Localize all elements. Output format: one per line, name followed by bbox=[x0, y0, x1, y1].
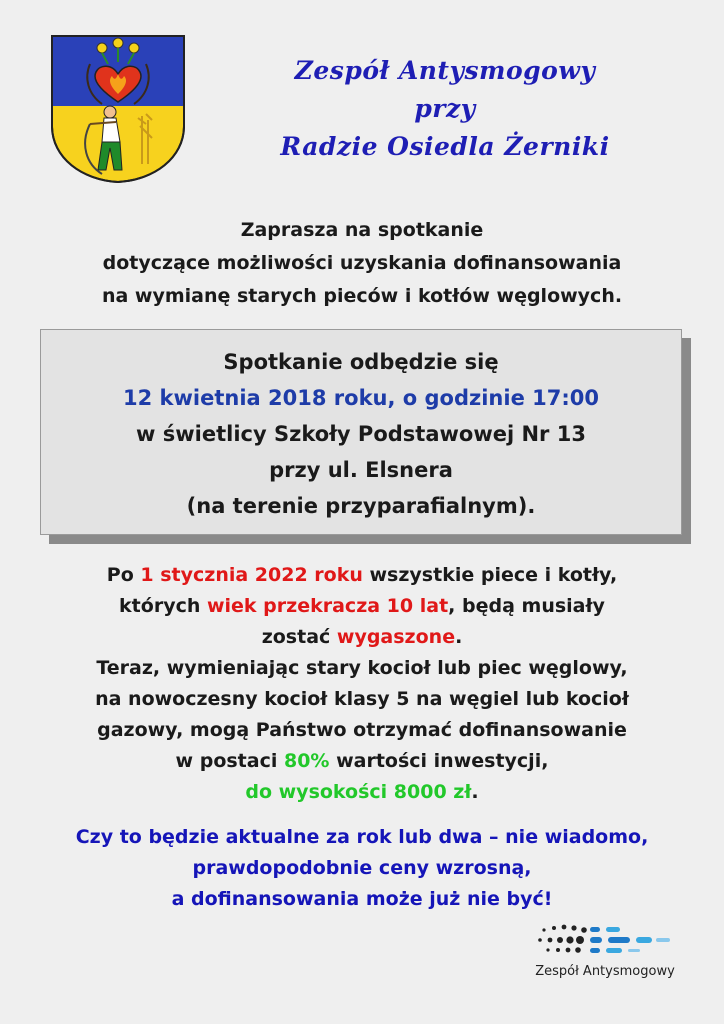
text-fragment: , będą musiały bbox=[448, 595, 605, 617]
info-line-8 bbox=[20, 777, 704, 808]
title-line-2: przy bbox=[414, 94, 476, 123]
info-paragraph bbox=[20, 560, 704, 808]
info-line-5: na nowoczesny kocioł klasy 5 na węgiel lub kocioł bbox=[95, 688, 629, 710]
info-line-2 bbox=[20, 591, 704, 622]
info-line-1 bbox=[20, 560, 704, 591]
meeting-note: (na terenie przyparafialnym). bbox=[186, 494, 536, 518]
meeting-date: 12 kwietnia 2018 roku, o godzinie 17:00 bbox=[123, 386, 599, 410]
meeting-line-1: Spotkanie odbędzie się bbox=[223, 350, 499, 374]
antismog-logo-icon bbox=[528, 918, 678, 958]
deadline-date: 1 stycznia 2022 roku bbox=[140, 564, 363, 586]
text-fragment: w postaci bbox=[175, 750, 284, 772]
meeting-details-box bbox=[40, 329, 682, 535]
text-fragment: wartości inwestycji, bbox=[329, 750, 549, 772]
meeting-location: w świetlicy Szkoły Podstawowej Nr 13 bbox=[136, 422, 586, 446]
closing-line-1: Czy to będzie aktualne za rok lub dwa – nie wiadomo, bbox=[75, 826, 649, 848]
title-line-1: Zespół Antysmogowy bbox=[294, 56, 596, 85]
text-fragment: których bbox=[119, 595, 207, 617]
info-line-3 bbox=[20, 622, 704, 653]
closing-line-3: a dofinansowania może już nie być! bbox=[171, 888, 553, 910]
title-line-3: Radzie Osiedla Żerniki bbox=[280, 132, 610, 161]
closing-paragraph bbox=[20, 822, 704, 915]
subsidy-percent: 80% bbox=[283, 750, 330, 772]
subsidy-amount: do wysokości 8000 zł bbox=[245, 781, 472, 803]
info-line-4: Teraz, wymieniając stary kocioł lub piec węglowy, bbox=[96, 657, 628, 679]
invitation-intro bbox=[30, 214, 694, 313]
text-fragment: . bbox=[471, 781, 479, 803]
intro-line-2: dotyczące możliwości uzyskania dofinansowania bbox=[102, 252, 622, 274]
intro-line-1: Zaprasza na spotkanie bbox=[240, 219, 484, 241]
closing-line-2: prawdopodobnie ceny wzrosną, bbox=[192, 857, 532, 879]
page-title bbox=[230, 52, 660, 166]
coat-of-arms-icon bbox=[50, 34, 186, 184]
age-limit: wiek przekracza 10 lat bbox=[206, 595, 449, 617]
text-fragment: zostać bbox=[261, 626, 337, 648]
organization-logo bbox=[520, 918, 690, 990]
info-line-6: gazowy, mogą Państwo otrzymać dofinansowanie bbox=[97, 719, 627, 741]
text-fragment: Po bbox=[106, 564, 141, 586]
logo-name: Zespół Antysmogowy bbox=[535, 964, 675, 979]
text-fragment: . bbox=[455, 626, 463, 648]
meeting-street: przy ul. Elsnera bbox=[269, 458, 453, 482]
intro-line-3: na wymianę starych pieców i kotłów węglowych. bbox=[101, 285, 623, 307]
extinguished-word: wygaszone bbox=[336, 626, 456, 648]
info-line-7 bbox=[20, 746, 704, 777]
text-fragment: wszystkie piece i kotły, bbox=[362, 564, 618, 586]
